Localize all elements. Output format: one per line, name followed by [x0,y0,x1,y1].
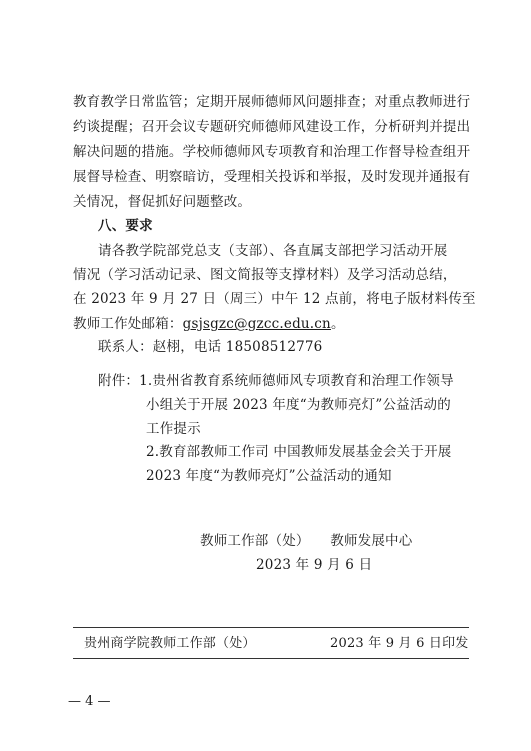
body-line: 约谈提醒；召开会议专题研究师德师风建设工作，分析研判并提出 [73,119,471,135]
attachment-line: 2023 年度“为教师亮灯”公益活动的通知 [146,468,392,484]
body-line: 展督导检查、明察暗访，受理相关投诉和举报，及时发现并通报有 [73,169,471,185]
attachment-line: 附件：1.贵州省教育系统师德师风专项教育和治理工作领导 [98,373,454,389]
footer-bottom-rule [73,658,469,659]
body-line: 情况（学习活动记录、图文简报等支撑材料）及学习活动总结， [73,267,457,283]
footer-print-date: 2023 年 9 月 6 日印发 [330,636,469,651]
signature-date: 2023 年 9 月 6 日 [256,557,373,573]
section-heading: 八、要求 [98,218,153,234]
contact-line: 联系人：赵栩，电话 18508512776 [98,339,323,355]
email-line [73,315,345,333]
attachment-line: 2.教育部教师工作司 中国教师发展基金会关于开展 [146,444,452,460]
signature-orgs: 教师工作部（处） 教师发展中心 [200,533,413,549]
body-line: 解决问题的措施。学校师德师风专项教育和治理工作督导检查组开 [73,144,471,160]
page-number: — 4 — [68,694,111,709]
footer-issuer: 贵州商学院教师工作部（处） [84,636,256,651]
attachment-line: 小组关于开展 2023 年度“为教师亮灯”公益活动的 [146,397,451,413]
body-line: 在 2023 年 9 月 27 日（周三）中午 12 点前，将电子版材料传至 [73,291,476,307]
attachment-line: 工作提示 [146,421,201,437]
email-link[interactable]: gsjsgzc@gzcc.edu.cn [182,316,331,332]
body-line: 请各教学院部党总支（支部）、各直属支部把学习活动开展 [98,243,448,259]
footer-top-rule [73,627,469,628]
email-suffix: 。 [330,316,345,332]
email-label: 教师工作处邮箱： [73,316,183,332]
body-line: 教育教学日常监管；定期开展师德师风问题排查；对重点教师进行 [73,94,471,110]
body-line: 关情况，督促抓好问题整改。 [73,194,252,210]
